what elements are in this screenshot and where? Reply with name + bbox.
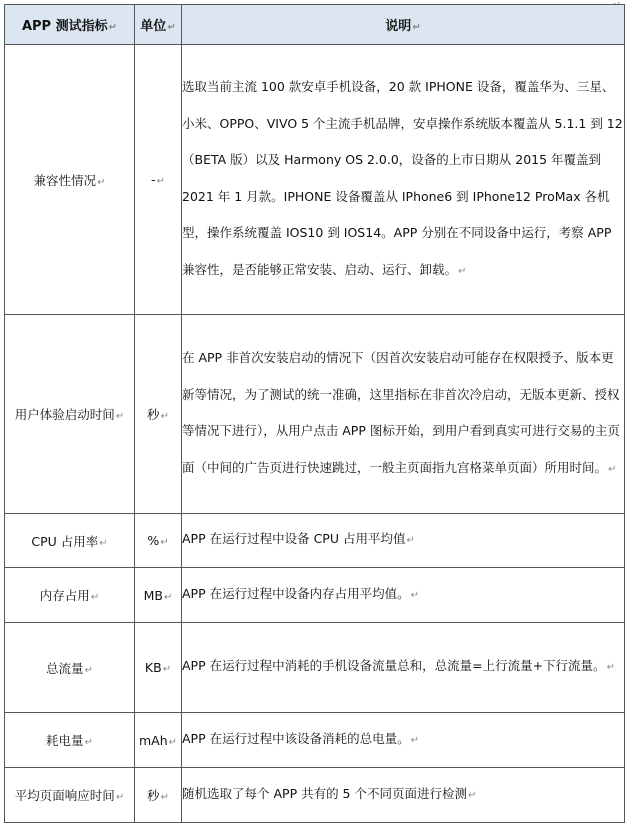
description-cell: 选取当前主流 100 款安卓手机设备，20 款 IPHONE 设备，覆盖华为、三星、小米、OPPO、VIVO 5 个主流手机品牌，安卓操作系统版本覆盖从 5.1.1 到 12（BETA 版）以及 Harmony OS 2.0.0，设备的上市日期从 2015 年覆盖到 2021 年 1 月款。IPHONE 设备覆盖从 IPhone6 到 IPhone12 ProMax 各机型，操作系统覆盖 IOS10 到 IOS14。APP 分别在不同设备中运行，考察 APP 兼容性，是否能够正常安装、启动、运行、卸载。↵ bbox=[182, 45, 625, 315]
unit-cell: 秒↵ bbox=[135, 768, 182, 823]
description-cell: APP 在运行过程中设备内存占用平均值。↵ bbox=[182, 568, 625, 623]
table-row bbox=[5, 514, 625, 568]
description-cell: APP 在运行过程中该设备消耗的总电量。↵ bbox=[182, 713, 625, 768]
metric-cell: CPU 占用率↵ bbox=[5, 514, 135, 568]
description-cell: APP 在运行过程中消耗的手机设备流量总和，总流量=上行流量+下行流量。↵ bbox=[182, 623, 625, 713]
description-cell: 在 APP 非首次安装启动的情况下（因首次安装启动可能存在权限授予、版本更新等情况，为了测试的统一准确，这里指标在非首次冷启动，无版本更新、授权等情况下进行），从用户点击 APP 图标开始，到用户看到真实可进行交易的主页面（中间的广告页进行快速跳过，一般主页面指九宫格菜单页面）所用时间。↵ bbox=[182, 315, 625, 514]
table-row bbox=[5, 45, 625, 315]
metrics-table bbox=[4, 4, 625, 823]
table-row bbox=[5, 568, 625, 623]
description-cell: 随机选取了每个 APP 共有的 5 个不同页面进行检测↵ bbox=[182, 768, 625, 823]
header-description: 说明↵ bbox=[182, 5, 625, 45]
unit-cell: mAh↵ bbox=[135, 713, 182, 768]
metric-cell: 内存占用↵ bbox=[5, 568, 135, 623]
header-metric: APP 测试指标↵ bbox=[5, 5, 135, 45]
table-header-row bbox=[5, 5, 625, 45]
metric-cell: 兼容性情况↵ bbox=[5, 45, 135, 315]
metric-cell: 耗电量↵ bbox=[5, 713, 135, 768]
table-row bbox=[5, 768, 625, 823]
header-unit: 单位↵ bbox=[135, 5, 182, 45]
metric-cell: 用户体验启动时间↵ bbox=[5, 315, 135, 514]
metric-cell: 总流量↵ bbox=[5, 623, 135, 713]
table-row bbox=[5, 315, 625, 514]
unit-cell: MB↵ bbox=[135, 568, 182, 623]
description-cell: APP 在运行过程中设备 CPU 占用平均值↵ bbox=[182, 514, 625, 568]
table-row bbox=[5, 623, 625, 713]
table-row bbox=[5, 713, 625, 768]
metric-cell: 平均页面响应时间↵ bbox=[5, 768, 135, 823]
unit-cell: KB↵ bbox=[135, 623, 182, 713]
unit-cell: %↵ bbox=[135, 514, 182, 568]
unit-cell: 秒↵ bbox=[135, 315, 182, 514]
unit-cell: -↵ bbox=[135, 45, 182, 315]
